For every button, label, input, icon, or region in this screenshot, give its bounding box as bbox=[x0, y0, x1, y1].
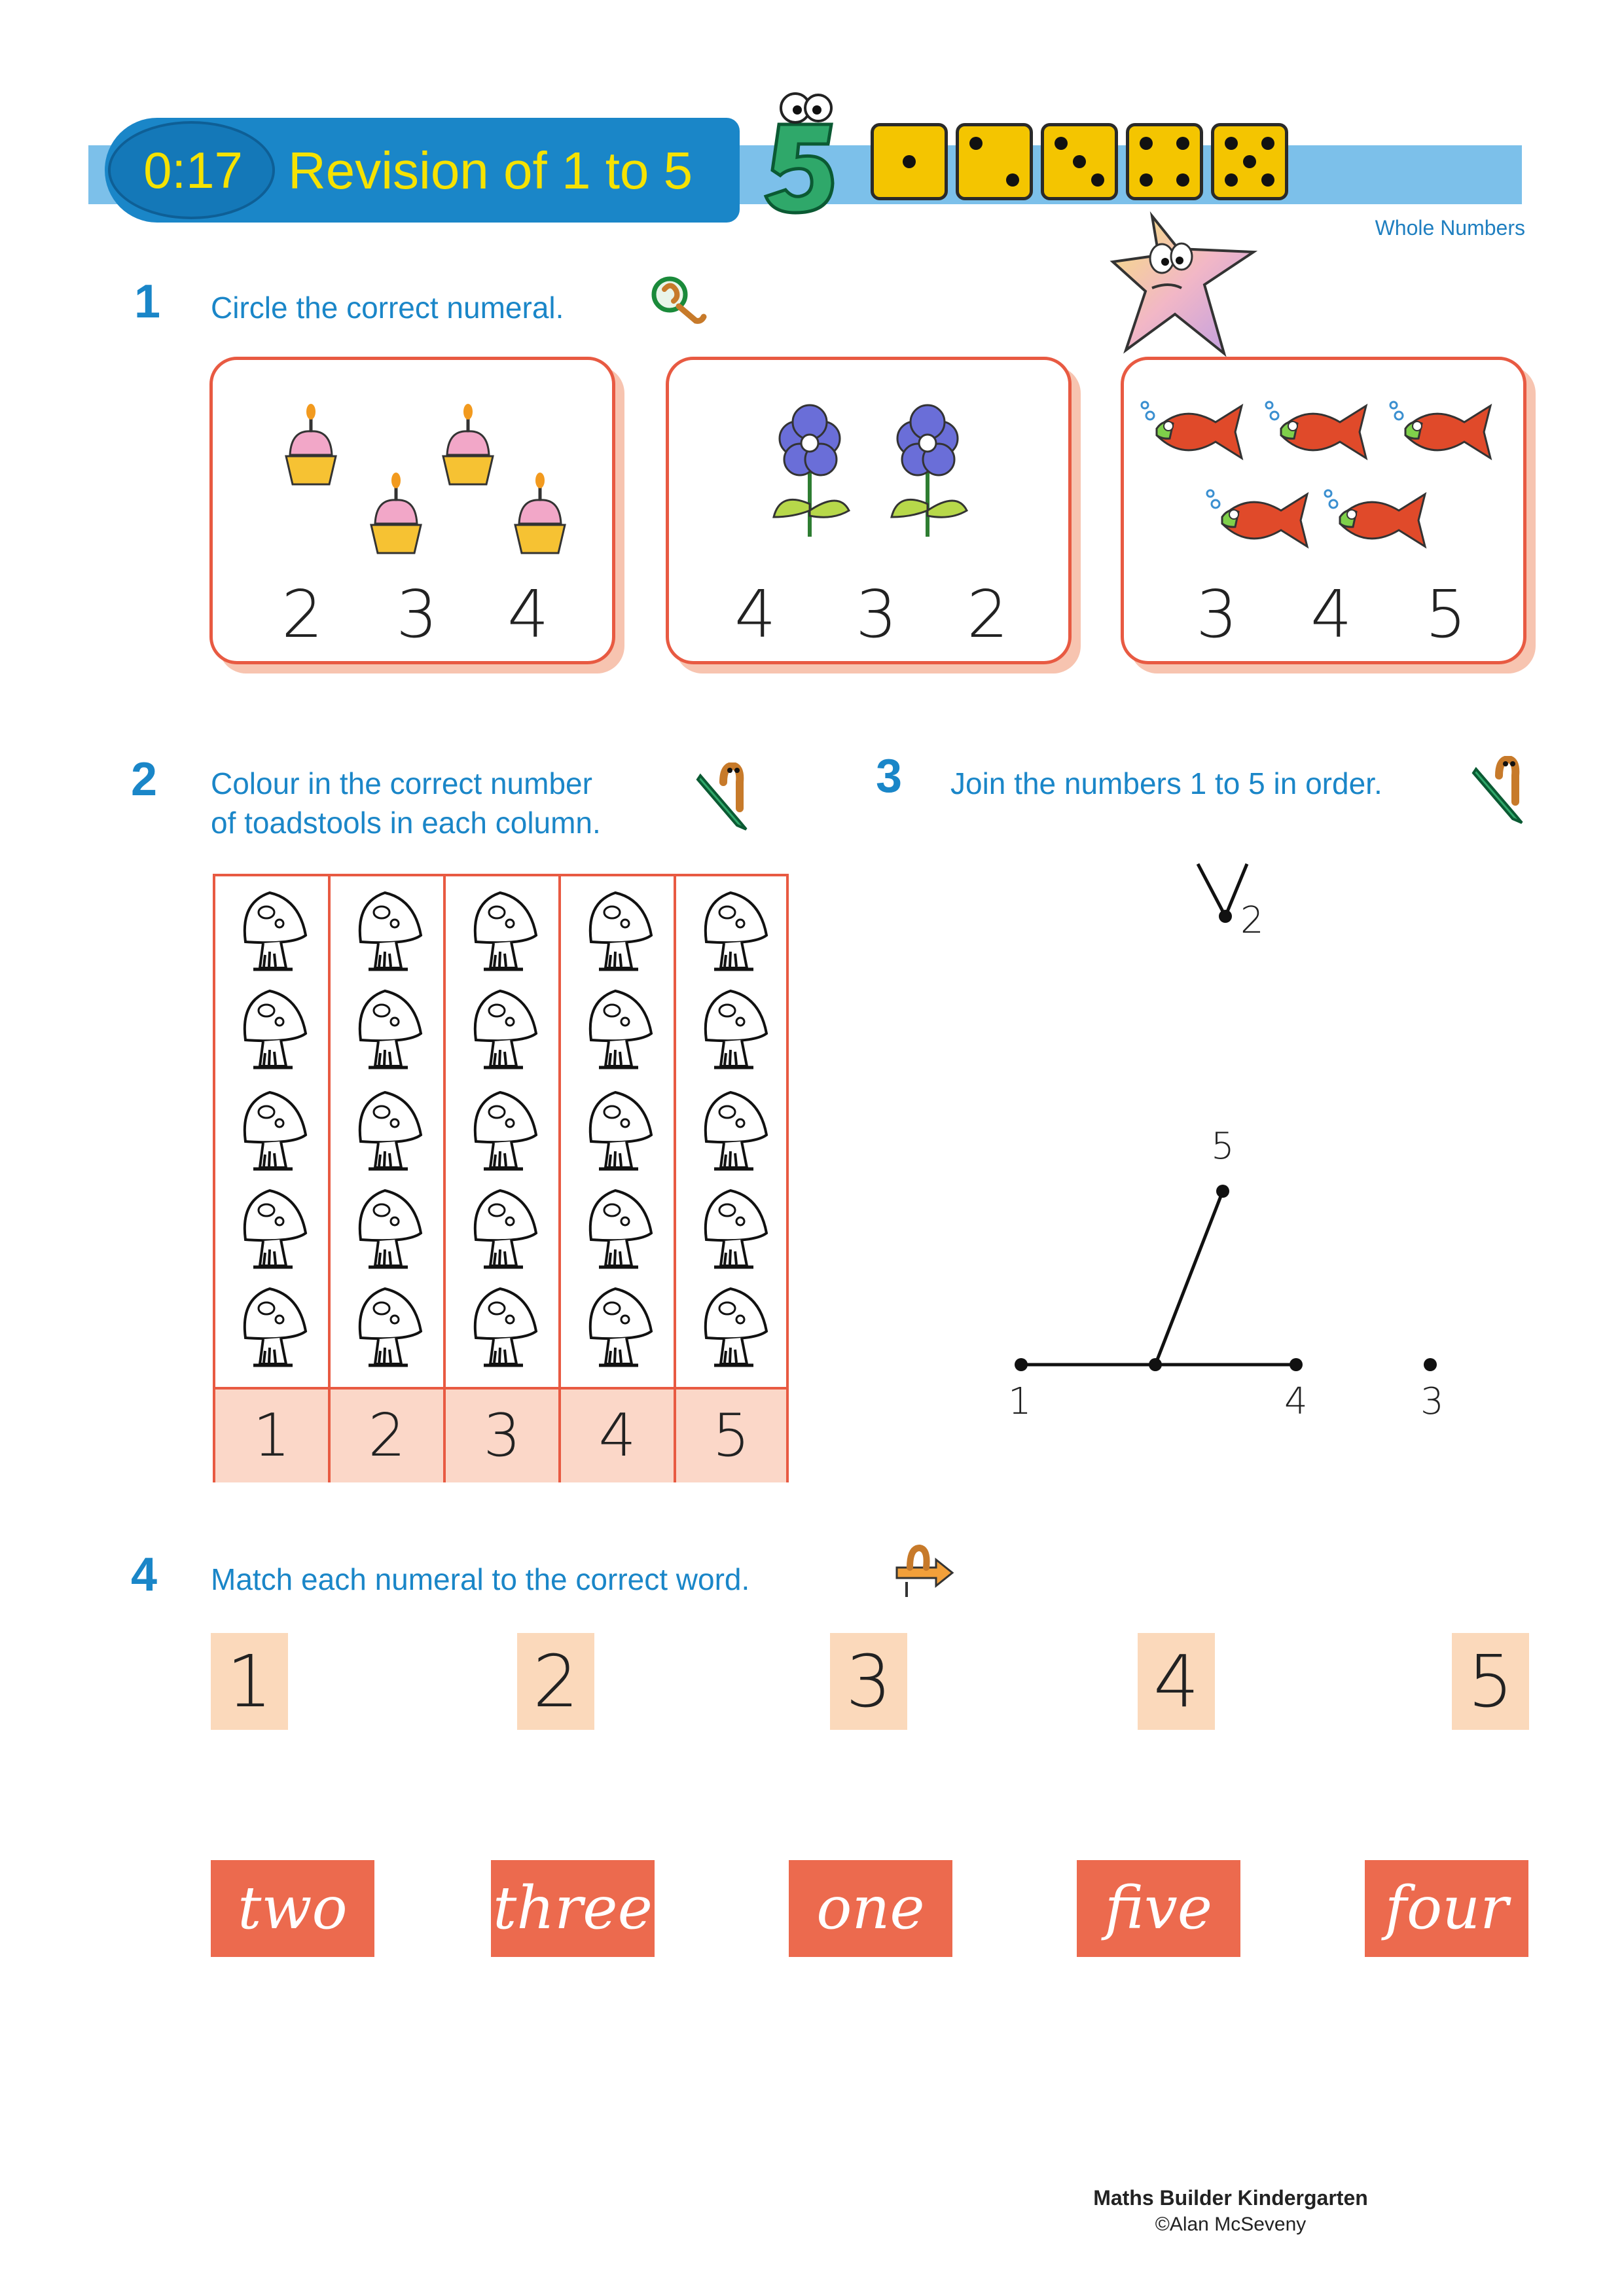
q1-box1-option-3[interactable]: 4 bbox=[507, 576, 549, 653]
drawn-line bbox=[1155, 1191, 1223, 1365]
q2-instruction-line1: Colour in the correct number bbox=[211, 766, 592, 800]
die-face-four-icon bbox=[1126, 123, 1203, 200]
flowers-picture bbox=[734, 399, 996, 569]
dot-label-1: 1 bbox=[1008, 1380, 1032, 1423]
dot-label-3: 3 bbox=[1420, 1380, 1444, 1423]
toadstool-icon[interactable] bbox=[245, 1289, 306, 1365]
question-number-1: 1 bbox=[134, 276, 161, 328]
toadstool-icon[interactable] bbox=[245, 991, 306, 1067]
q1-box2-option-1[interactable]: 4 bbox=[734, 576, 776, 653]
die-face-one-icon bbox=[871, 123, 948, 200]
q1-box3-option-3[interactable]: 5 bbox=[1425, 576, 1467, 653]
dot-2[interactable] bbox=[1219, 910, 1232, 923]
drawn-line bbox=[1198, 864, 1225, 916]
question-number-3: 3 bbox=[876, 750, 903, 802]
numeral-tile-4[interactable]: 4 bbox=[1138, 1633, 1215, 1730]
die-face-three-icon bbox=[1041, 123, 1118, 200]
dot-middle[interactable] bbox=[1149, 1358, 1162, 1371]
toadstool-icon[interactable] bbox=[245, 1191, 306, 1267]
toadstool-grid bbox=[213, 874, 789, 1482]
fish-icon bbox=[1390, 402, 1490, 458]
fish-icon bbox=[1325, 490, 1425, 547]
flower-icon bbox=[892, 405, 967, 537]
grid-column-number-5: 5 bbox=[712, 1401, 750, 1470]
q2-instruction-line2: of toadstools in each column. bbox=[211, 806, 601, 840]
die-face-two-icon bbox=[956, 123, 1033, 200]
dot-label-2: 2 bbox=[1240, 899, 1264, 942]
die-face-five-icon bbox=[1211, 123, 1288, 200]
q1-box-flowers bbox=[666, 357, 1072, 664]
word-tile-five[interactable]: five bbox=[1077, 1860, 1240, 1957]
dot-5[interactable] bbox=[1216, 1185, 1229, 1198]
dot-3[interactable] bbox=[1424, 1358, 1437, 1371]
q1-box1-option-2[interactable]: 3 bbox=[396, 576, 438, 653]
grid-column-number-4: 4 bbox=[561, 1390, 676, 1482]
fish-icon bbox=[1207, 490, 1307, 547]
q4-instruction: Match each numeral to the correct word. bbox=[211, 1562, 750, 1596]
arrow-worm-icon bbox=[890, 1541, 956, 1600]
word-tile-two[interactable]: two bbox=[211, 1860, 374, 1957]
q1-box-fish bbox=[1121, 357, 1526, 664]
q3-instruction: Join the numbers 1 to 5 in order. bbox=[950, 766, 1382, 800]
cupcake-icon bbox=[371, 473, 421, 553]
cupcake-icon bbox=[286, 404, 336, 484]
numeral-tile-1[interactable]: 1 bbox=[211, 1633, 288, 1730]
dot-label-5: 5 bbox=[1211, 1125, 1235, 1168]
q1-box2-option-2[interactable]: 3 bbox=[856, 576, 897, 653]
star-mascot-icon bbox=[1106, 203, 1270, 360]
pencil-worm-icon bbox=[1470, 756, 1528, 828]
question-number-4: 4 bbox=[131, 1549, 158, 1601]
q1-box1-option-1[interactable]: 2 bbox=[281, 576, 323, 653]
numeral-tile-2[interactable]: 2 bbox=[517, 1633, 594, 1730]
numeral-tile-3[interactable]: 3 bbox=[830, 1633, 907, 1730]
q1-box-cupcakes bbox=[209, 357, 615, 664]
pencil-worm-icon bbox=[694, 762, 753, 834]
word-tile-one[interactable]: one bbox=[789, 1860, 952, 1957]
lesson-code: 0:17 bbox=[143, 141, 243, 199]
q1-instruction: Circle the correct numeral. bbox=[211, 291, 564, 325]
q1-box3-option-1[interactable]: 3 bbox=[1196, 576, 1238, 653]
q1-box2-option-3[interactable]: 2 bbox=[967, 576, 1009, 653]
grid-column-number-3: 3 bbox=[446, 1390, 561, 1482]
cupcake-icon bbox=[443, 404, 493, 484]
grid-column-number-1: 1 bbox=[215, 1390, 331, 1482]
toadstool-icon[interactable] bbox=[245, 893, 306, 969]
cupcake-icon bbox=[515, 473, 565, 553]
q1-box3-option-2[interactable]: 4 bbox=[1310, 576, 1352, 653]
question-number-2: 2 bbox=[131, 753, 158, 806]
toadstool-icon[interactable] bbox=[245, 1092, 306, 1169]
magnifier-worm-icon bbox=[645, 275, 710, 327]
numeral-tile-5[interactable]: 5 bbox=[1452, 1633, 1529, 1730]
number-five-mascot-icon bbox=[759, 85, 844, 216]
flower-icon bbox=[774, 405, 849, 537]
dot-4[interactable] bbox=[1290, 1358, 1303, 1371]
word-tile-four[interactable]: four bbox=[1365, 1860, 1528, 1957]
fish-picture bbox=[1137, 383, 1517, 573]
grid-number-row bbox=[215, 1387, 786, 1482]
footer-copyright: ©Alan McSeveny bbox=[1155, 2214, 1307, 2235]
footer-book-title: Maths Builder Kindergarten bbox=[1093, 2186, 1368, 2210]
dot-1[interactable] bbox=[1015, 1358, 1028, 1371]
toadstools-picture bbox=[215, 876, 786, 1387]
topic-label: Whole Numbers bbox=[1375, 216, 1525, 240]
grid-column-number-2: 2 bbox=[331, 1390, 446, 1482]
page-title: Revision of 1 to 5 bbox=[288, 141, 693, 200]
fish-icon bbox=[1266, 402, 1366, 458]
fish-icon bbox=[1142, 402, 1242, 458]
dot-label-4: 4 bbox=[1284, 1380, 1308, 1423]
word-tile-three[interactable]: three bbox=[491, 1860, 655, 1957]
cupcakes-picture bbox=[245, 380, 586, 569]
dot-to-dot-figure[interactable] bbox=[982, 844, 1506, 1446]
